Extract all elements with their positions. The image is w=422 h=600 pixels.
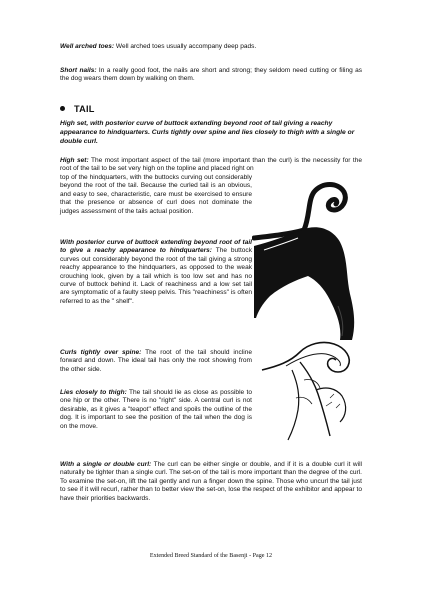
page-footer: Extended Breed Standard of the Basenji - Page 12 [149,553,273,559]
section-heading-text: TAIL [74,104,95,114]
breed-standard-text: High set, with posterior curve of buttock extending beyond root of tail giving a reachy appearance to hindquarters. Curls tightly over spine and lies closely to thigh with a single or double curl. [60,120,355,146]
hindquarters-illustration [252,176,364,346]
text-curls-tightly: The root of the tail should incline forward and down. The ideal tail has only the root showing from the other side. [60,349,252,373]
tail-curl-illustration [256,336,366,446]
section-heading [60,104,95,114]
paragraph-high-set [60,157,362,174]
paragraph-well-arched-toes [60,43,362,51]
lead-well-arched-toes: Well arched toes: [60,43,115,50]
lead-high-set: High set: [60,157,89,164]
text-high-set-full: The most important aspect of the tail (more important than the curl) is the necessity for the root of the tail to be set very high on the topline and placed right on [60,157,362,173]
bullet-icon [60,106,65,111]
text-posterior-curve: The buttock curves out considerably beyond the root of the tail giving a strong reachy appearance to the hindquarters, as opposed to the weak crouching look, given by a tail which is too low set and has no curve of buttock behind it. Lack of reachiness and a low set tail are symptomatic of a faulty steep pelvis. This "reachiness" is often referred to as the " shelf". [60,247,252,305]
text-well-arched-toes: Well arched toes usually accompany deep pads. [114,43,257,50]
lead-posterior-curve: With posterior curve of buttock extending beyond root of tail to give a reachy appearance to hindquarters: [60,239,252,255]
paragraph-short-nails [60,67,362,84]
text-short-nails: In a really good foot, the nails are short and strong; they seldom need cutting or filing as the dog wears them down by walking on them. [60,67,362,83]
text-single-double-curl: The curl can be either single or double, and if it is a double curl it will naturally be tighter than a single curl. The set-on of the tail is more important than the degree of the curl. To examine the set-on, lift the tail gently and run a finger down the spine. Those who uncurl the tail just to see if it will recurl, rather than to better view the set-on, lose the respect of the exhibitor and appear to have their priorities backwards. [60,461,362,502]
lead-curls-tightly: Curls tightly over spine: [60,349,142,356]
lead-lies-closely: Lies closely to thigh: [60,389,127,396]
lead-short-nails: Short nails: [60,67,97,74]
paragraph-single-double-curl [60,461,362,503]
paragraph-high-set-wrap [60,174,252,216]
paragraph-lies-closely [60,389,252,431]
paragraph-posterior-curve [60,239,252,306]
text-lies-closely: The tail should lie as close as possible to one hip or the other. There is no "right" side. A central curl is not desirable, as it gives a "teapot" effect and spoils the outline of the dog. It is important to see the position of the tail when the dog is on the move. [60,389,252,430]
paragraph-curls-tightly [60,349,252,374]
text-high-set-wrap: top of the hindquarters, with the buttocks curving out considerably beyond the root of the tail. Because the curled tail is an obvious, and easy to see, characteristic, care must be exercised to ensure that the presence or absence of curl does not dominate the judges assessment of the tails actual position. [60,174,252,215]
lead-single-double-curl: With a single or double curl: [60,461,152,468]
